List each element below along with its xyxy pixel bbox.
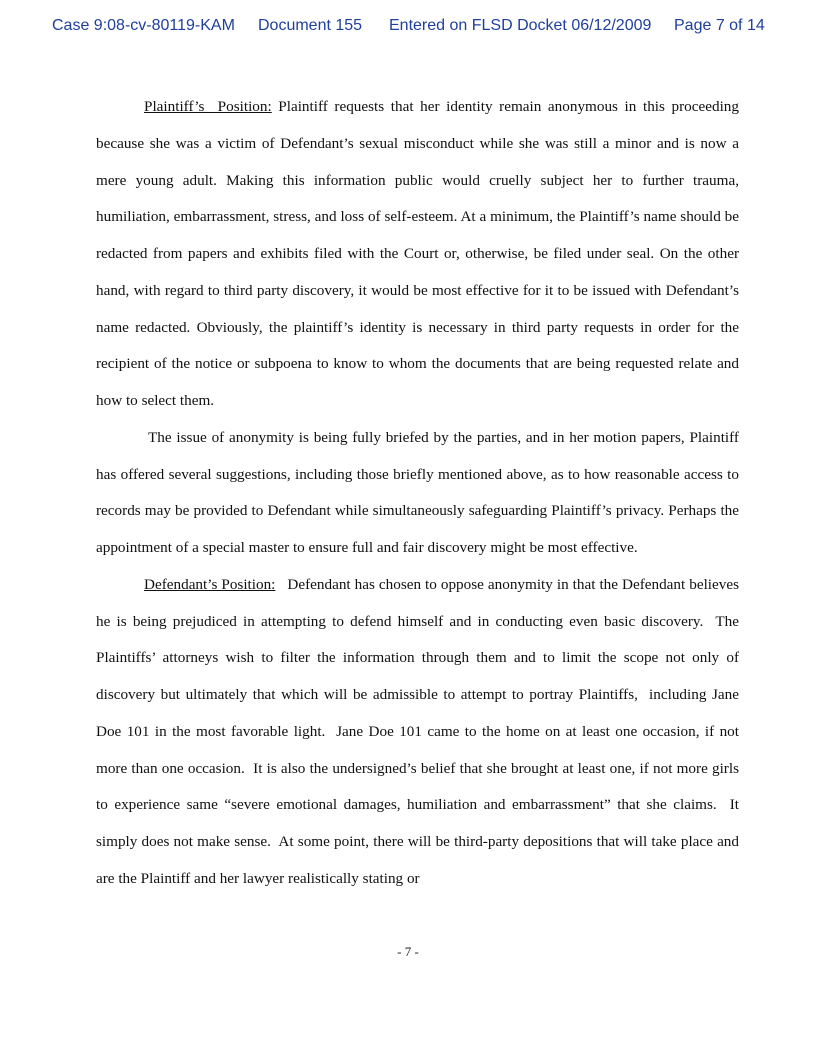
docket-entry-date: Entered on FLSD Docket 06/12/2009 (389, 17, 652, 34)
plaintiff-position-paragraph (96, 89, 739, 420)
case-number: Case 9:08-cv-80119-KAM (52, 17, 235, 34)
page-indicator: Page 7 of 14 (674, 17, 765, 34)
anonymity-paragraph (96, 420, 739, 567)
page-number: - 7 - (397, 944, 419, 959)
defendant-position-heading: Defendant’s Position: (144, 575, 276, 593)
plaintiff-position-text: Plaintiff requests that her identity remain anonymous in this proceeding because she was a victim of Defendant’s sexual misconduct while she was still a minor and is now a mere young adult. Making this information public would cruelly subject her to further trauma, humiliation, embarrassment, stress, and loss of self-esteem. At a minimum, the Plaintiff’s name should be redacted from papers and exhibits filed with the Court or, otherwise, be filed under seal. On the other hand, with regard to third party discovery, it would be most effective for it to be issued with Defendant’s name redacted. Obviously, the plaintiff’s identity is necessary in third party requests in order for the recipient of the notice or subpoena to know to whom the documents that are being requested relate and how to select them. (96, 98, 739, 409)
defendant-position-text: Defendant has chosen to oppose anonymity in that the Defendant believes he is being prejudiced in attempting to defend himself and in conducting even basic discovery. The Plaintiffs’ attorneys wish to filter the information through them and to limit the scope not only of discovery but ultimately that which will be admissible to attempt to portray Plaintiffs, including Jane Doe 101 in the most favorable light. Jane Doe 101 came to the home on at least one occasion, if not more than one occasion. It is also the undersigned’s belief that she brought at least one, if not more girls to experience same “severe emotional damages, humiliation and embarrassment” that she claims. It simply does not make sense. At some point, there will be third-party depositions that will take place and are the Plaintiff and her lawyer realistically stating or (96, 575, 743, 887)
docket-header (0, 17, 816, 39)
document-number: Document 155 (258, 17, 363, 34)
defendant-position-paragraph (96, 567, 743, 898)
document-body (96, 89, 743, 898)
anonymity-text: The issue of anonymity is being fully briefed by the parties, and in her motion papers, Plaintiff has offered several suggestions, including those briefly mentioned above, as to how reasonable access to records may be provided to Defendant while simultaneously safeguarding Plaintiff’s privacy. Perhaps the appointment of a special master to ensure full and fair discovery might be most effective. (96, 428, 739, 556)
plaintiff-position-heading: Plaintiff’s Position: (144, 98, 272, 115)
